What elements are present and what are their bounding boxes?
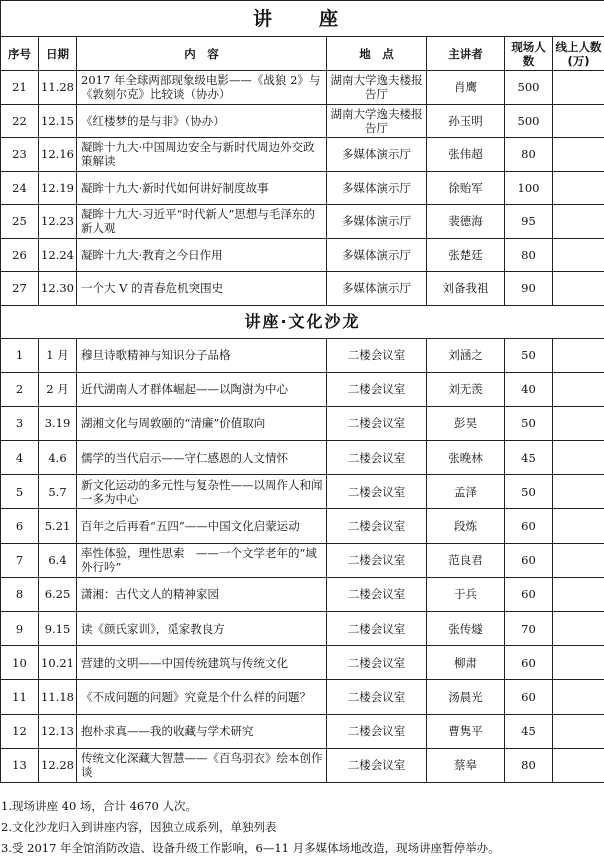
cell-online: [553, 205, 604, 239]
cell-speaker: 孟泽: [427, 475, 505, 509]
cell-date: 9.15: [39, 612, 77, 646]
cell-online: [553, 577, 604, 611]
cell-no: 11: [1, 680, 39, 714]
cell-online: [553, 748, 604, 782]
cell-online: [553, 475, 604, 509]
cell-speaker: 张晚林: [427, 441, 505, 475]
cell-speaker: 孙玉明: [427, 104, 505, 138]
cell-date: 3.19: [39, 406, 77, 440]
table-row: [1, 338, 604, 372]
table-row: [1, 441, 604, 475]
cell-onsite: 90: [505, 272, 553, 306]
table-row: [1, 543, 604, 577]
cell-content: 儒学的当代启示——守仁感恩的人文情怀: [77, 441, 327, 475]
cell-speaker: 段炼: [427, 509, 505, 543]
cell-location: 湖南大学逸夫楼报告厅: [327, 104, 427, 138]
cell-content: 《不成问题的问题》究竟是个什么样的问题？: [77, 680, 327, 714]
cell-content: 营建的文明——中国传统建筑与传统文化: [77, 646, 327, 680]
cell-date: 4.6: [39, 441, 77, 475]
cell-speaker: 张楚廷: [427, 238, 505, 272]
cell-online: [553, 272, 604, 306]
cell-speaker: 曹隽平: [427, 714, 505, 748]
table-row: [1, 577, 604, 611]
cell-date: 1 月: [39, 338, 77, 372]
cell-onsite: 60: [505, 646, 553, 680]
cell-content: 凝眸十九大·新时代如何讲好制度故事: [77, 171, 327, 205]
cell-no: 2: [1, 372, 39, 406]
cell-content: 传统文化深藏大智慧——《百鸟羽衣》绘本创作谈: [77, 748, 327, 782]
cell-no: 9: [1, 612, 39, 646]
cell-onsite: 60: [505, 509, 553, 543]
cell-onsite: 60: [505, 543, 553, 577]
cell-onsite: 40: [505, 372, 553, 406]
cell-content: 一个大 V 的青春危机突围史: [77, 272, 327, 306]
cell-date: 6.4: [39, 543, 77, 577]
cell-online: [553, 406, 604, 440]
table-row: [1, 205, 604, 239]
cell-onsite: 50: [505, 406, 553, 440]
cell-onsite: 50: [505, 475, 553, 509]
cell-online: [553, 171, 604, 205]
cell-content: 率性体验，理性思索 ——一个文学老年的“域外行吟”: [77, 543, 327, 577]
cell-content: 《红楼梦的是与非》（协办）: [77, 104, 327, 138]
cell-location: 二楼会议室: [327, 748, 427, 782]
header-speaker: 主讲者: [427, 37, 505, 71]
cell-no: 22: [1, 104, 39, 138]
cell-onsite: 45: [505, 714, 553, 748]
cell-location: 二楼会议室: [327, 577, 427, 611]
table-row: [1, 646, 604, 680]
table-row: [1, 748, 604, 782]
cell-no: 13: [1, 748, 39, 782]
cell-date: 6.25: [39, 577, 77, 611]
cell-online: [553, 441, 604, 475]
cell-date: 12.23: [39, 205, 77, 239]
cell-location: 二楼会议室: [327, 475, 427, 509]
cell-date: 12.15: [39, 104, 77, 138]
cell-location: 多媒体演示厅: [327, 171, 427, 205]
cell-speaker: 汤晨光: [427, 680, 505, 714]
cell-content: 读《颜氏家训》，觅家教良方: [77, 612, 327, 646]
cell-speaker: 肖鹰: [427, 71, 505, 105]
cell-content: 抱朴求真——我的收藏与学术研究: [77, 714, 327, 748]
cell-online: [553, 680, 604, 714]
cell-onsite: 60: [505, 680, 553, 714]
cell-speaker: 蔡皋: [427, 748, 505, 782]
cell-onsite: 80: [505, 138, 553, 172]
cell-onsite: 45: [505, 441, 553, 475]
cell-no: 8: [1, 577, 39, 611]
header-onsite: 现场人数: [505, 37, 553, 71]
cell-location: 二楼会议室: [327, 338, 427, 372]
cell-speaker: 于兵: [427, 577, 505, 611]
cell-location: 多媒体演示厅: [327, 138, 427, 172]
cell-location: 湖南大学逸夫楼报告厅: [327, 71, 427, 105]
table-row: [1, 612, 604, 646]
table-row: [1, 372, 604, 406]
section-title: 讲座·文化沙龙: [1, 305, 604, 338]
cell-onsite: 60: [505, 577, 553, 611]
footnotes: [1, 796, 601, 859]
cell-onsite: 95: [505, 205, 553, 239]
table-row: [1, 238, 604, 272]
table-row: [1, 71, 604, 105]
cell-speaker: 裴德海: [427, 205, 505, 239]
header-seq: 序号: [1, 37, 39, 71]
header-row: [1, 37, 604, 71]
header-date: 日期: [39, 37, 77, 71]
cell-no: 5: [1, 475, 39, 509]
cell-online: [553, 646, 604, 680]
table-row: [1, 680, 604, 714]
table-row: [1, 138, 604, 172]
cell-date: 2 月: [39, 372, 77, 406]
cell-speaker: 徐贻军: [427, 171, 505, 205]
cell-content: 新文化运动的多元性与复杂性——以周作人和闻一多为中心: [77, 475, 327, 509]
footnote: 2.文化沙龙归入到讲座内容，因独立成系列，单独列表: [1, 820, 277, 834]
cell-location: 多媒体演示厅: [327, 238, 427, 272]
cell-location: 二楼会议室: [327, 612, 427, 646]
section-row: [1, 305, 604, 338]
cell-date: 12.13: [39, 714, 77, 748]
cell-speaker: 刘涵之: [427, 338, 505, 372]
cell-no: 1: [1, 338, 39, 372]
cell-date: 10.21: [39, 646, 77, 680]
cell-online: [553, 509, 604, 543]
cell-date: 12.19: [39, 171, 77, 205]
cell-location: 二楼会议室: [327, 714, 427, 748]
cell-onsite: 500: [505, 71, 553, 105]
cell-content: 湖湘文化与周敦颐的“清廉”价值取向: [77, 406, 327, 440]
cell-online: [553, 238, 604, 272]
cell-speaker: 柳肃: [427, 646, 505, 680]
cell-online: [553, 612, 604, 646]
cell-date: 11.18: [39, 680, 77, 714]
cell-online: [553, 104, 604, 138]
cell-content: 潇湘：古代文人的精神家园: [77, 577, 327, 611]
cell-no: 6: [1, 509, 39, 543]
cell-onsite: 500: [505, 104, 553, 138]
footnote: 3.受 2017 年全馆消防改造、设备升级工作影响，6—11 月多媒体场地改造，现场讲座暂停举办。: [1, 841, 500, 855]
cell-no: 3: [1, 406, 39, 440]
cell-no: 27: [1, 272, 39, 306]
cell-speaker: 张传燧: [427, 612, 505, 646]
cell-no: 25: [1, 205, 39, 239]
cell-content: 穆旦诗歌精神与知识分子品格: [77, 338, 327, 372]
cell-no: 7: [1, 543, 39, 577]
cell-speaker: 彭昊: [427, 406, 505, 440]
cell-no: 10: [1, 646, 39, 680]
cell-location: 二楼会议室: [327, 680, 427, 714]
table-row: [1, 171, 604, 205]
cell-online: [553, 714, 604, 748]
cell-date: 5.7: [39, 475, 77, 509]
cell-speaker: 范良君: [427, 543, 505, 577]
cell-content: 凝眸十九大·习近平“时代新人”思想与毛泽东的新人观: [77, 205, 327, 239]
table-row: [1, 714, 604, 748]
cell-no: 21: [1, 71, 39, 105]
cell-location: 二楼会议室: [327, 441, 427, 475]
cell-no: 26: [1, 238, 39, 272]
cell-date: 12.16: [39, 138, 77, 172]
cell-content: 近代湖南人才群体崛起——以陶澍为中心: [77, 372, 327, 406]
header-location: 地 点: [327, 37, 427, 71]
cell-onsite: 80: [505, 748, 553, 782]
cell-speaker: 刘备我祖: [427, 272, 505, 306]
cell-onsite: 70: [505, 612, 553, 646]
cell-date: 12.28: [39, 748, 77, 782]
header-online: 线上人数(万): [553, 37, 604, 71]
cell-no: 4: [1, 441, 39, 475]
cell-date: 12.30: [39, 272, 77, 306]
table-row: [1, 104, 604, 138]
title-row: [1, 1, 604, 37]
cell-location: 二楼会议室: [327, 646, 427, 680]
cell-onsite: 80: [505, 238, 553, 272]
cell-location: 二楼会议室: [327, 372, 427, 406]
cell-onsite: 100: [505, 171, 553, 205]
cell-location: 二楼会议室: [327, 406, 427, 440]
table-row: [1, 406, 604, 440]
cell-no: 23: [1, 138, 39, 172]
cell-content: 2017 年全球两部现象级电影——《战狼 2》与《敦刻尔克》比较谈（协办）: [77, 71, 327, 105]
cell-online: [553, 71, 604, 105]
table-row: [1, 272, 604, 306]
footnote: 1.现场讲座 40 场，合计 4670 人次。: [1, 799, 197, 813]
cell-onsite: 50: [505, 338, 553, 372]
cell-location: 二楼会议室: [327, 543, 427, 577]
cell-location: 多媒体演示厅: [327, 272, 427, 306]
cell-no: 12: [1, 714, 39, 748]
cell-date: 11.28: [39, 71, 77, 105]
header-content: 内 容: [77, 37, 327, 71]
cell-location: 二楼会议室: [327, 509, 427, 543]
cell-online: [553, 543, 604, 577]
page-title: 讲 座: [1, 1, 604, 37]
cell-date: 5.21: [39, 509, 77, 543]
cell-content: 凝眸十九大·教育之今日作用: [77, 238, 327, 272]
cell-speaker: 刘无羡: [427, 372, 505, 406]
cell-date: 12.24: [39, 238, 77, 272]
table-row: [1, 475, 604, 509]
cell-online: [553, 338, 604, 372]
cell-location: 多媒体演示厅: [327, 205, 427, 239]
cell-content: 凝眸十九大·中国周边安全与新时代周边外交政策解读: [77, 138, 327, 172]
cell-no: 24: [1, 171, 39, 205]
cell-online: [553, 372, 604, 406]
cell-online: [553, 138, 604, 172]
table-row: [1, 509, 604, 543]
cell-speaker: 张伟超: [427, 138, 505, 172]
cell-content: 百年之后再看“五四”——中国文化启蒙运动: [77, 509, 327, 543]
